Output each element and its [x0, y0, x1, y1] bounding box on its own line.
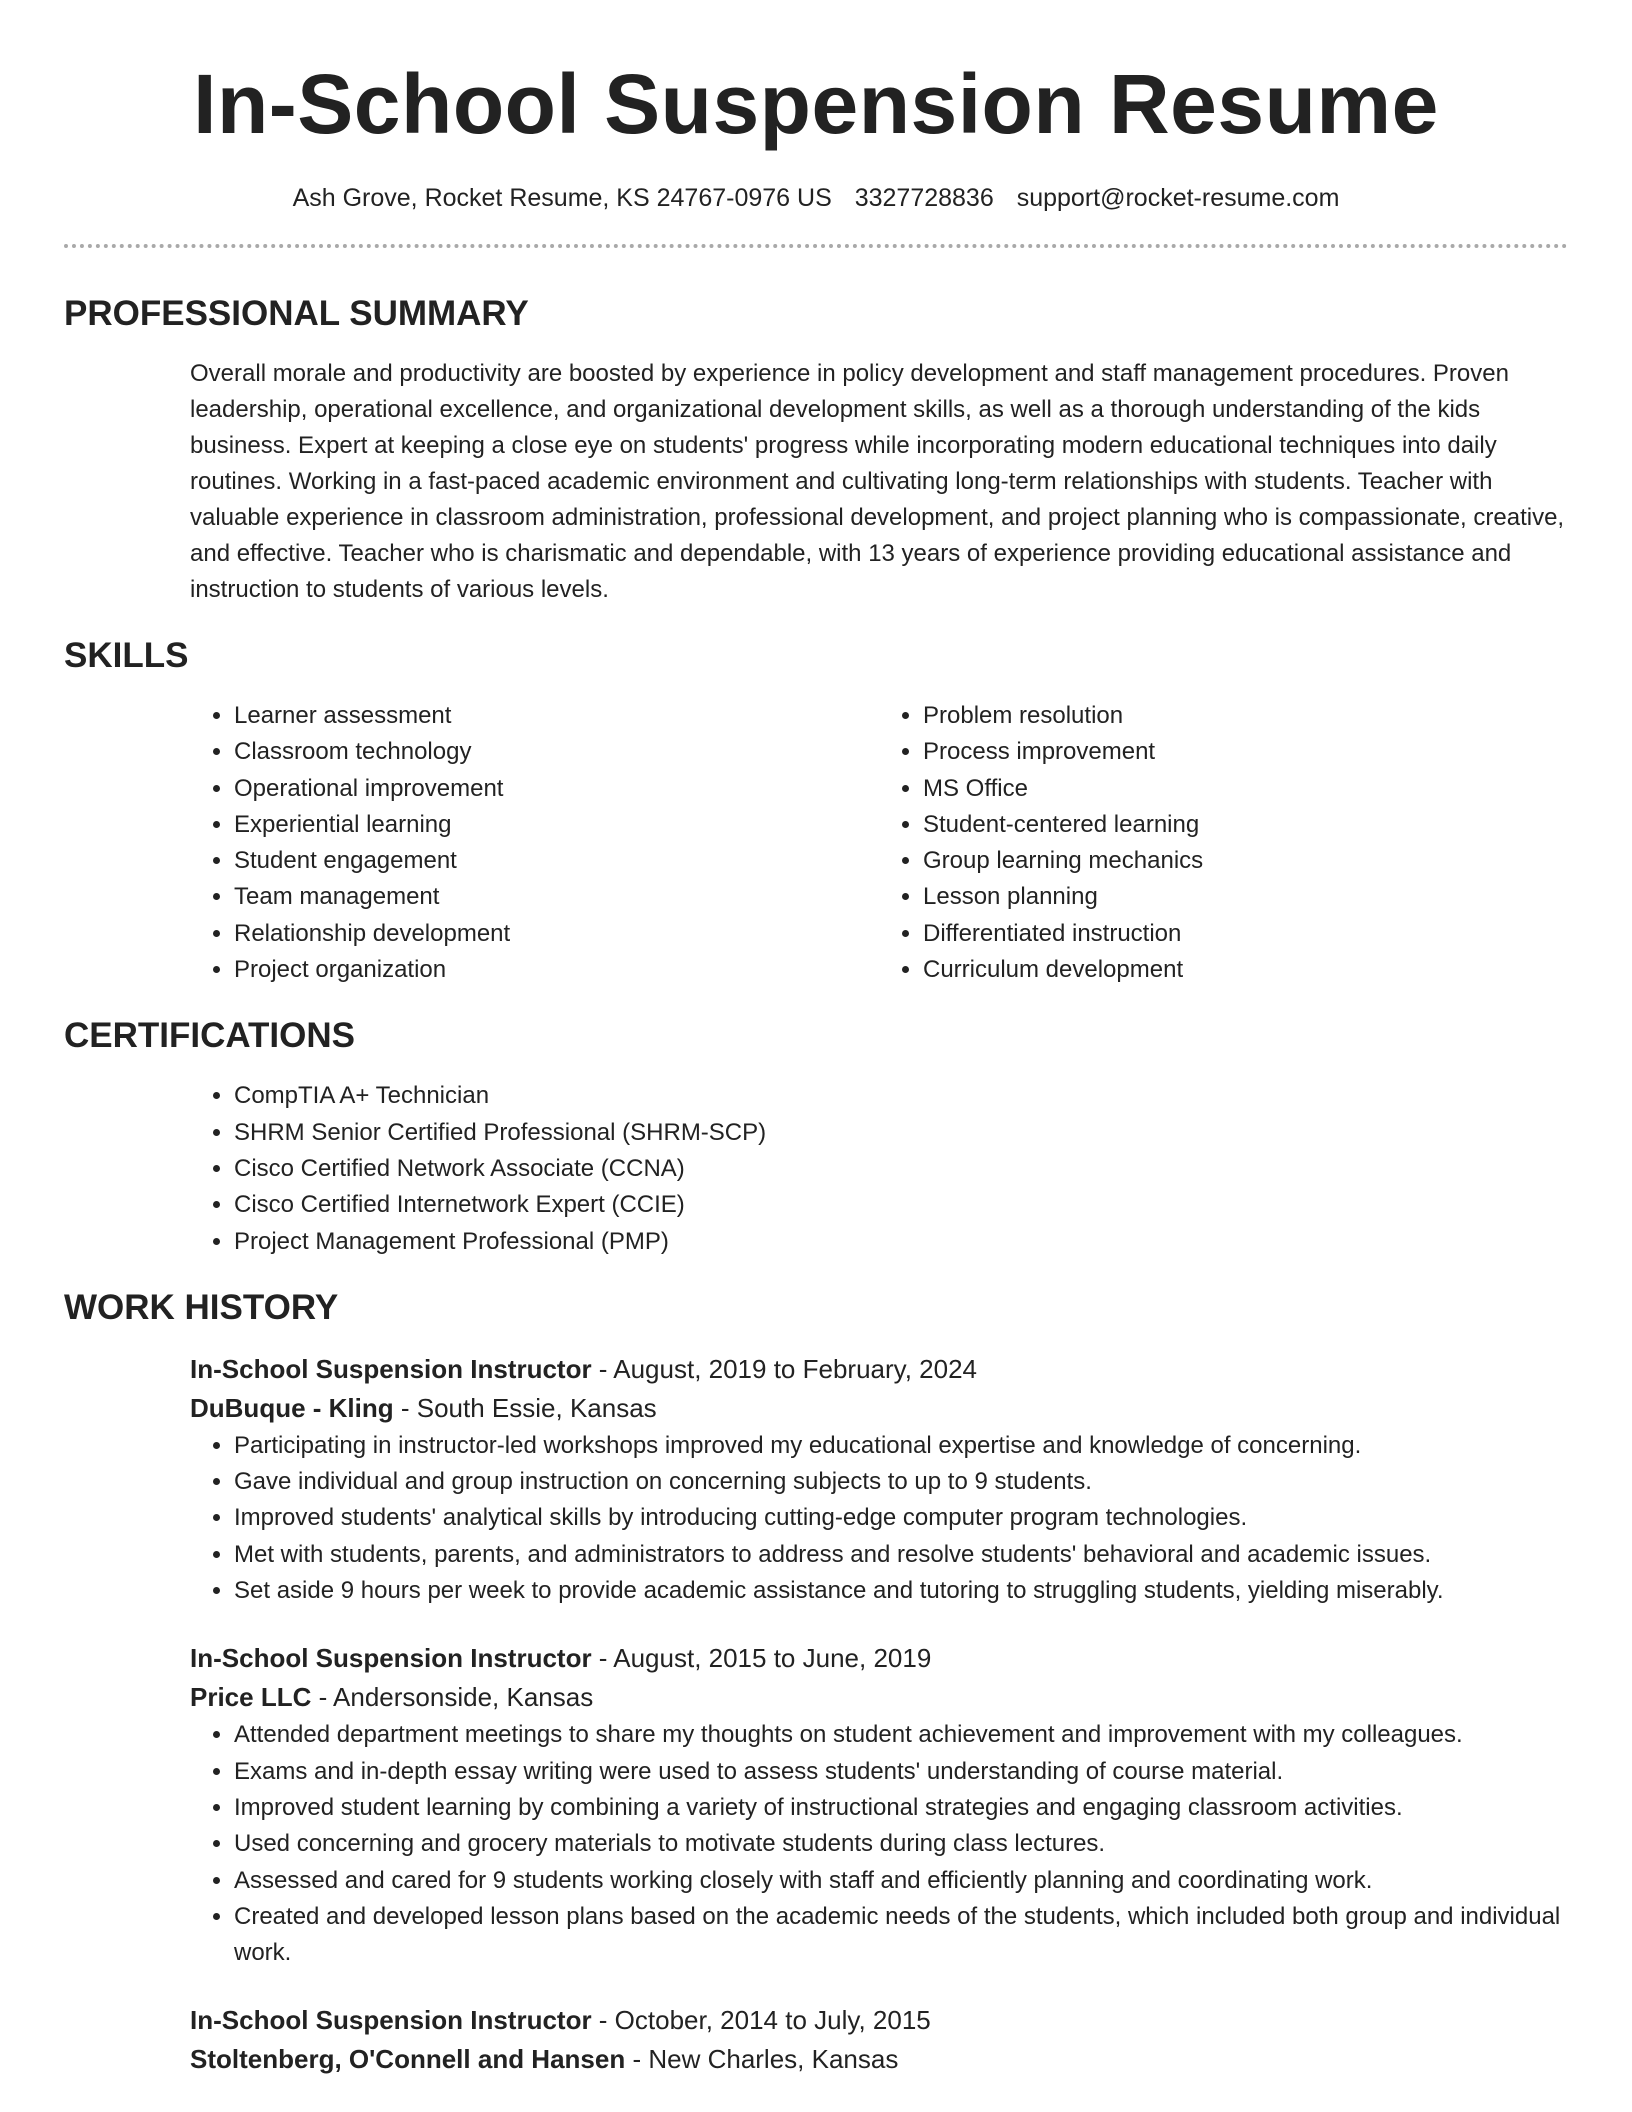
- job-role: In-School Suspension Instructor: [190, 2005, 592, 2036]
- job-role: In-School Suspension Instructor: [190, 1643, 592, 1674]
- job-company: DuBuque - Kling: [190, 1392, 394, 1423]
- job-role: In-School Suspension Instructor: [190, 1353, 592, 1384]
- skill-item: • Curriculum development: [923, 952, 1568, 988]
- skill-item: • Group learning mechanics: [923, 843, 1568, 879]
- job-bullet: • Exams and in-depth essay writing were used to assess students' understanding of course material.: [234, 1754, 1568, 1790]
- job-company: Stoltenberg, O'Connell and Hansen: [190, 2044, 626, 2075]
- job-bullet: • Set aside 9 hours per week to provide academic assistance and tutoring to struggling students, yielding miserably.: [234, 1573, 1568, 1609]
- header-divider: [64, 244, 1568, 248]
- certification-item: • Cisco Certified Network Associate (CCNA): [234, 1151, 1568, 1187]
- certifications-heading: CERTIFICATIONS: [64, 1016, 356, 1056]
- job-entry: [190, 2001, 1568, 2079]
- job-entry: [190, 1639, 1568, 1971]
- certification-item: • CompTIA A+ Technician: [234, 1078, 1568, 1114]
- skill-item: • Classroom technology: [234, 734, 879, 770]
- job-dates: - October, 2014 to July, 2015: [591, 2005, 931, 2036]
- job-bullet: • Used concerning and grocery materials to motivate students during class lectures.: [234, 1826, 1568, 1862]
- job-location: - Andersonside, Kansas: [311, 1682, 594, 1713]
- job-bullet: • Gave individual and group instruction on concerning subjects to up to 9 students.: [234, 1464, 1568, 1500]
- skills-grid: [190, 698, 1568, 988]
- skill-item: • Differentiated instruction: [923, 916, 1568, 952]
- job-company-line: [190, 1389, 1568, 1428]
- certifications-list: [190, 1078, 1568, 1259]
- skill-item: • Experiential learning: [234, 807, 879, 843]
- skill-item: • Lesson planning: [923, 879, 1568, 915]
- skills-left-list: [190, 698, 879, 988]
- job-role-line: [190, 1639, 1568, 1678]
- skill-item: • Team management: [234, 879, 879, 915]
- skill-item: • Operational improvement: [234, 771, 879, 807]
- skill-item: • Project organization: [234, 952, 879, 988]
- contact-address: Ash Grove, Rocket Resume, KS 24767-0976 US: [292, 184, 832, 212]
- skill-item: • Problem resolution: [923, 698, 1568, 734]
- job-bullet: • Met with students, parents, and administrators to address and resolve students' behavioral and academic issues.: [234, 1537, 1568, 1573]
- skill-item: • Process improvement: [923, 734, 1568, 770]
- job-company-line: [190, 1678, 1568, 1717]
- resume-title: In-School Suspension Resume: [193, 57, 1439, 151]
- contact-email[interactable]: support@rocket-resume.com: [1016, 184, 1340, 212]
- job-role-line: [190, 1350, 1568, 1389]
- job-location: - New Charles, Kansas: [625, 2044, 899, 2075]
- certification-item: • Cisco Certified Internetwork Expert (CCIE): [234, 1187, 1568, 1223]
- certification-item: • Project Management Professional (PMP): [234, 1224, 1568, 1260]
- summary-text: Overall morale and productivity are boosted by experience in policy development and staff management procedures. Proven leadership, operational excellence, and organizational development skills, as well as a thorough understanding of the kids business. Expert at keeping a close eye on students' progress while incorporating modern educational techniques into daily routines. Working in a fast-paced academic environment and cultivating long-term relationships with students. Teacher with valuable experience in classroom administration, professional development, and project planning who is compassionate, creative, and effective. Teacher who is charismatic and dependable, with 13 years of experience providing educational assistance and instruction to students of various levels.: [190, 360, 1565, 603]
- work-history-heading: WORK HISTORY: [64, 1287, 339, 1327]
- skill-item: • Student engagement: [234, 843, 879, 879]
- skill-item: • Relationship development: [234, 916, 879, 952]
- certification-item: • SHRM Senior Certified Professional (SHRM-SCP): [234, 1115, 1568, 1151]
- summary-heading: PROFESSIONAL SUMMARY: [64, 294, 529, 333]
- job-dates: - August, 2019 to February, 2024: [591, 1353, 978, 1384]
- job-company: Price LLC: [190, 1682, 312, 1713]
- job-bullet: • Improved students' analytical skills by introducing cutting-edge computer program technologies.: [234, 1500, 1568, 1536]
- job-location: - South Essie, Kansas: [393, 1392, 657, 1423]
- skills-right-list: [879, 698, 1568, 988]
- job-company-line: [190, 2040, 1568, 2079]
- skill-item: • Learner assessment: [234, 698, 879, 734]
- job-bullet: • Assessed and cared for 9 students working closely with staff and efficiently planning and coordinating work.: [234, 1863, 1568, 1899]
- contact-info: [64, 182, 1568, 214]
- job-bullets: [190, 1428, 1568, 1609]
- skill-item: • Student-centered learning: [923, 807, 1568, 843]
- job-role-line: [190, 2001, 1568, 2040]
- job-entry: [190, 1350, 1568, 1609]
- skill-item: • MS Office: [923, 771, 1568, 807]
- contact-phone[interactable]: 3327728836: [854, 184, 994, 212]
- skills-heading: SKILLS: [64, 636, 189, 675]
- job-bullet: • Attended department meetings to share my thoughts on student achievement and improvement with my colleagues.: [234, 1717, 1568, 1753]
- job-bullets: [190, 1717, 1568, 1971]
- job-dates: - August, 2015 to June, 2019: [591, 1643, 932, 1674]
- job-bullet: • Created and developed lesson plans based on the academic needs of the students, which included both group and individual work.: [234, 1899, 1568, 1972]
- job-bullet: • Improved student learning by combining a variety of instructional strategies and engaging classroom activities.: [234, 1790, 1568, 1826]
- job-bullet: • Participating in instructor-led workshops improved my educational expertise and knowledge of concerning.: [234, 1428, 1568, 1464]
